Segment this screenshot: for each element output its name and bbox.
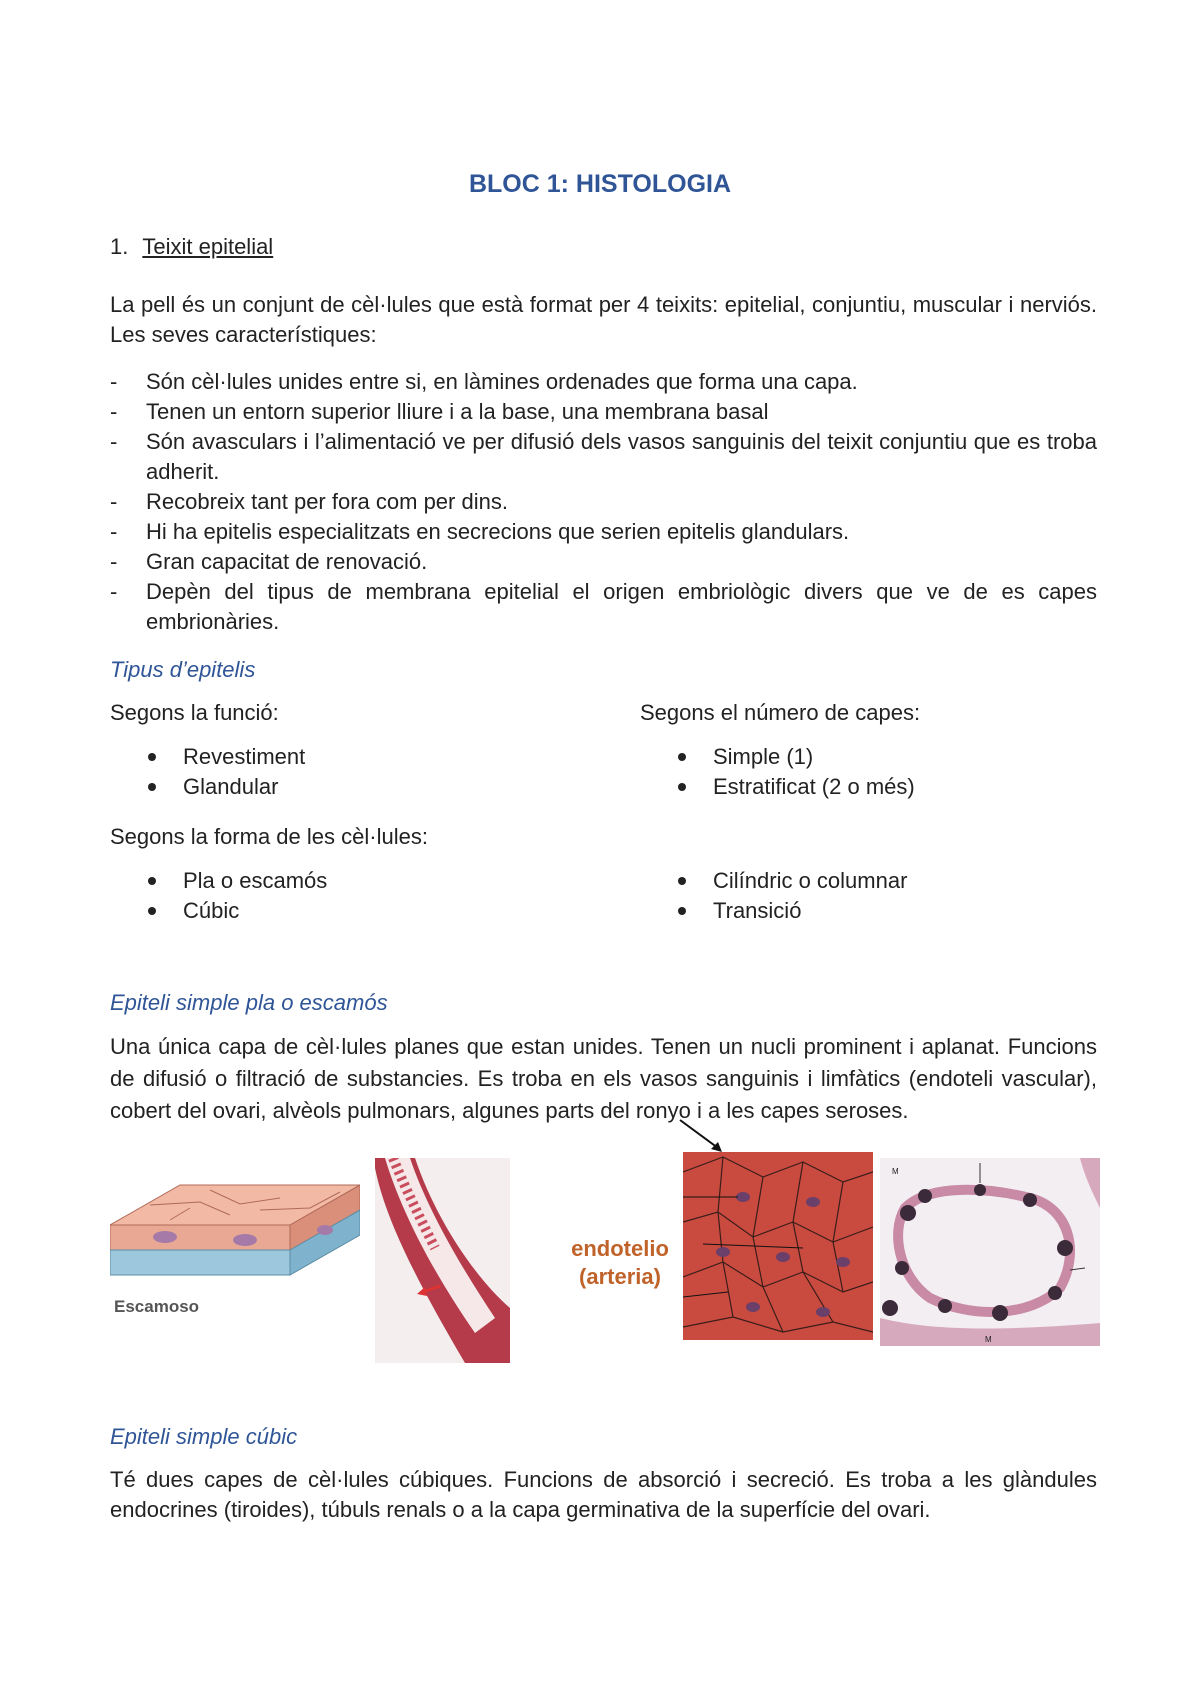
list-item: - Tenen un entorn superior lliure i a la base, una membrana basal — [110, 397, 1097, 427]
page-title: BLOC 1: HISTOLOGIA — [468, 170, 732, 198]
by-shape-list-right — [640, 866, 1100, 926]
characteristics-list — [110, 367, 1097, 637]
intro-paragraph: La pell és un conjunt de cèl·lules que està format per 4 teixits: epitelial, conjuntiu, muscular i nerviós. Les seves característiques: — [110, 292, 1097, 347]
section-number: 1. — [110, 234, 129, 259]
list-item: Glandular — [110, 772, 590, 802]
by-shape-list-left — [110, 866, 590, 926]
section-heading — [110, 232, 273, 262]
alveolus-micrograph — [880, 1158, 1100, 1346]
list-item: - Recobreix tant per fora com per dins. — [110, 487, 1097, 517]
list-item: Revestiment — [110, 742, 590, 772]
squamous-diagram-svg — [110, 1180, 360, 1325]
list-item: Cúbic — [110, 896, 590, 926]
simple-cubic-paragraph: Té dues capes de cèl·lules cúbiques. Funcions de absorció i secreció. Es troba a les glàndules endocrines (tiroides), túbuls renals o a la capa germinativa de la superfície del ovari. — [110, 1467, 1097, 1522]
artery-micrograph — [375, 1158, 510, 1363]
svg-text:M: M — [892, 1167, 899, 1176]
list-item: Cilíndric o columnar — [640, 866, 1100, 896]
simple-squamous-heading: Epiteli simple pla o escamós — [110, 990, 388, 1015]
list-item: - Hi ha epitelis especialitzats en secrecions que serien epitelis glandulars. — [110, 517, 1097, 547]
endothelium-micrograph — [683, 1152, 873, 1340]
by-shape-label: Segons la forma de les cèl·lules: — [110, 824, 428, 849]
squamous-diagram-figure — [110, 1180, 360, 1325]
list-item: - Són avasculars i l’alimentació ve per difusió dels vasos sanguinis del teixit conjuntiu que es troba adherit. — [110, 427, 1097, 487]
list-item: - Són cèl·lules unides entre si, en làmines ordenades que forma una capa. — [110, 367, 1097, 397]
list-item: Estratificat (2 o més) — [640, 772, 1100, 802]
simple-squamous-paragraph: Una única capa de cèl·lules planes que estan unides. Tenen un nucli prominent i aplanat. Funcions de difusió o filtració de substancies. Es troba en els vasos sanguinis i limfàtics (endoteli vascular), cobert del ovari, alvèols pulmonars, algunes parts del ronyo i a les capes seroses. — [110, 1034, 1097, 1123]
simple-cubic-heading: Epiteli simple cúbic — [110, 1424, 298, 1449]
svg-text:M: M — [985, 1335, 992, 1344]
section-title: Teixit epitelial — [142, 234, 274, 259]
by-function-label: Segons la funció: — [110, 700, 279, 725]
list-item: - Gran capacitat de renovació. — [110, 547, 1097, 577]
list-item: Transició — [640, 896, 1100, 926]
endotelio-label: endotelio (arteria) — [571, 1236, 669, 1289]
list-item: Pla o escamós — [110, 866, 590, 896]
by-function-list — [110, 742, 590, 802]
list-item: - Depèn del tipus de membrana epitelial el origen embriològic divers que ve de es capes embrionàries. — [110, 577, 1097, 637]
by-layers-list — [640, 742, 1100, 802]
escamoso-label: Escamoso — [114, 1297, 200, 1316]
types-heading: Tipus d’epitelis — [110, 657, 256, 682]
list-item: Simple (1) — [640, 742, 1100, 772]
by-layers-label: Segons el número de capes: — [640, 700, 921, 725]
